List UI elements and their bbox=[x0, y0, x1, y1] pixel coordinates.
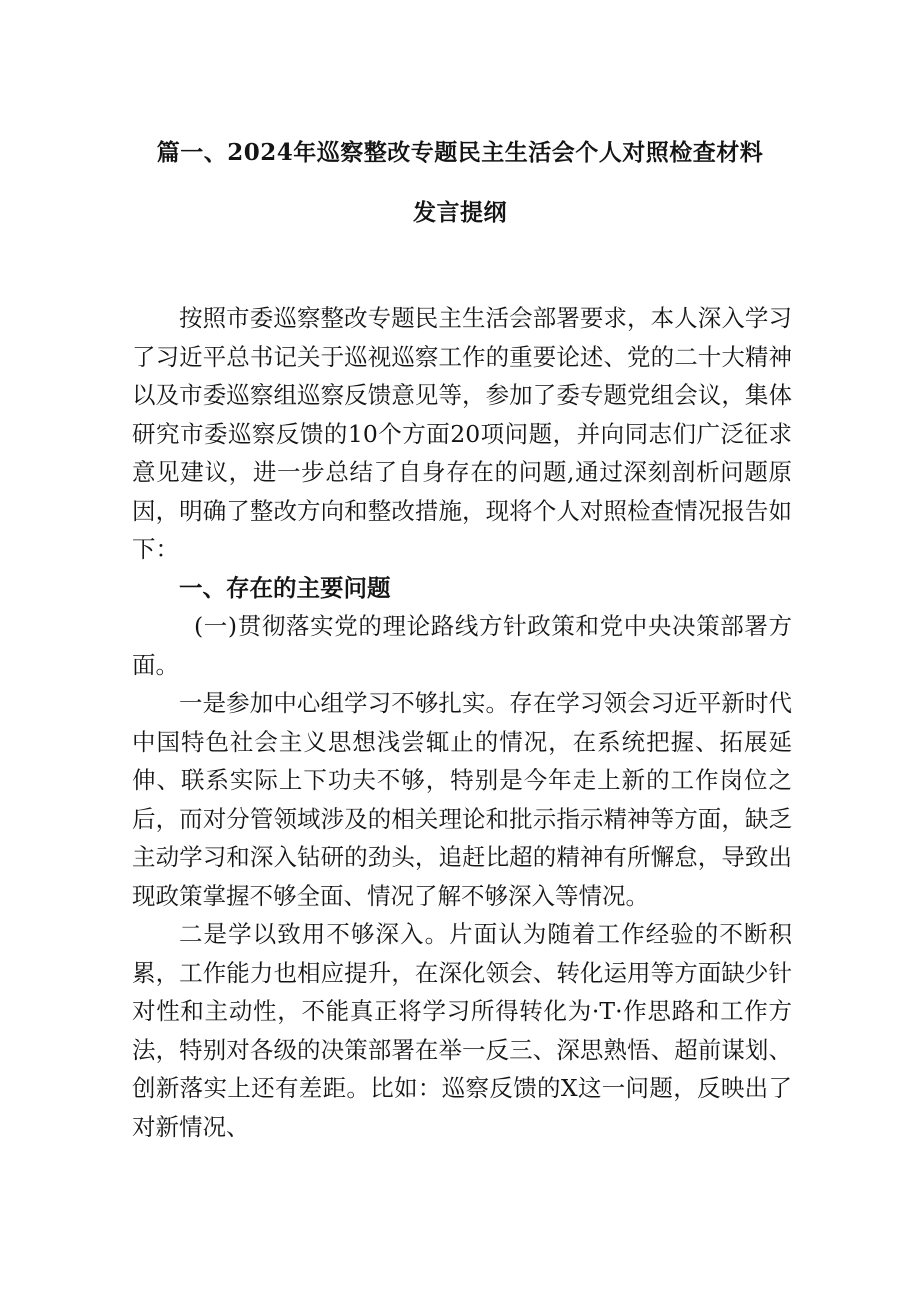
document-body bbox=[132, 299, 792, 1146]
section-heading-main-problems: 一、存在的主要问题 bbox=[179, 573, 391, 602]
document-title-line2: 发言提纲 bbox=[413, 199, 507, 226]
intro-paragraph: 按照市委巡察整改专题民主生活会部署要求，本人深入学习了习近平总书记关于巡视巡察工作的重要论述、党的二十大精神以及市委巡察组巡察反馈意见等，参加了委专题党组会议，集体研究市委巡察反馈的10个方面20项问题，并向同志们广泛征求意见建议，进一步总结了自身存在的问题,通过深刻剖析问题原因，明确了整改方向和整改措施，现将个人对照检查情况报告如下： bbox=[132, 304, 792, 563]
subsection-heading-1: (一)贯彻落实党的理论路线方针政策和党中央决策部署方面。 bbox=[132, 612, 792, 679]
problem-paragraph-1: 一是参加中心组学习不够扎实。存在学习领会习近平新时代中国特色社会主义思想浅尝辄止的情况，在系统把握、拓展延伸、联系实际上下功夫不够，特别是今年走上新的工作岗位之后，而对分管领域涉及的相关理论和批示指示精神等方面，缺乏主动学习和深入钻研的劲头，追赶比超的精神有所懈怠，导致出现政策掌握不够全面、情况了解不够深入等情况。 bbox=[132, 689, 792, 910]
problem-paragraph-2: 二是学以致用不够深入。片面认为随着工作经验的不断积累，工作能力也相应提升，在深化领会、转化运用等方面缺少针对性和主动性，不能真正将学习所得转化为·T·作思路和工作方法，特别对各级的决策部署在举一反三、深思熟悟、超前谋划、创新落实上还有差距。比如：巡察反馈的X这一问题，反映出了对新情况、 bbox=[132, 920, 792, 1141]
document-title-line1: 篇一、2024年巡察整改专题民主生活会个人对照检查材料 bbox=[156, 139, 764, 166]
